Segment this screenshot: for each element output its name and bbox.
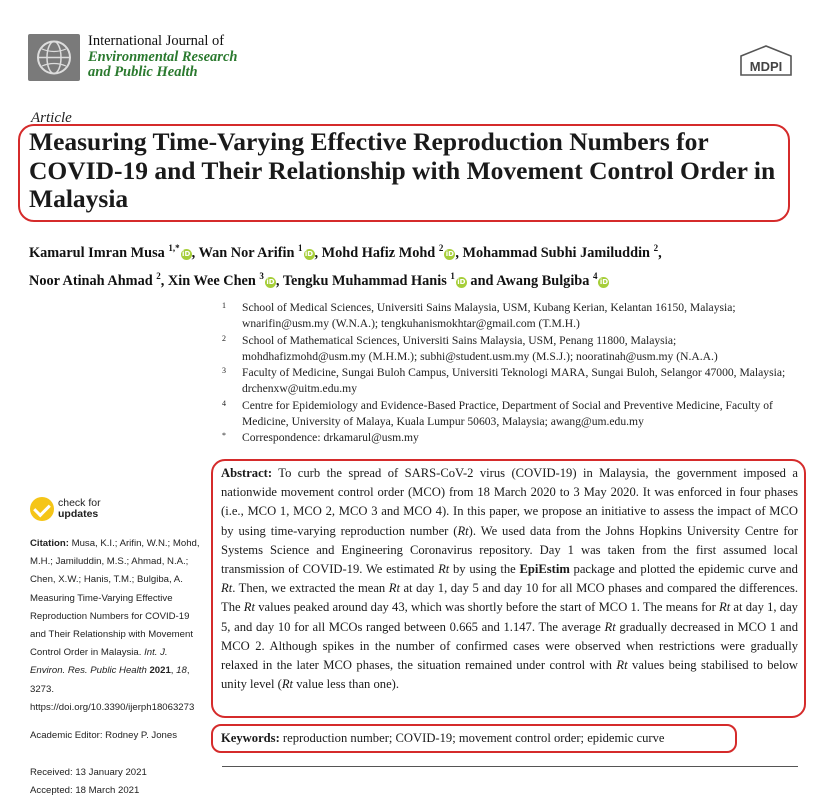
academic-editor: Academic Editor: Rodney P. Jones	[30, 730, 178, 741]
abstract-text: value less than one).	[293, 677, 400, 692]
affiliation-number: 2	[222, 333, 226, 343]
author-name: Mohd Hafiz Mohd	[321, 244, 436, 261]
abstract-text: To curb the spread of SARS-CoV-2 virus (COVID-19) in Malaysia, the government imposed a nationwide movement control order (MCO) from 18 March 2020 to 3 May 2020. It was enforced in four phases (i.e., MCO 1, MCO 2, MCO 3 and MCO 4). In this paper, we propose an initiative to assess the impact of MCO by using time-varying reproduction number (	[221, 466, 798, 538]
abstract-text: gradually decreased in MCO 1 and MCO 2. Although spikes in the number of confirmed cases were observed when restrictions were gradually relaxed in the later MCO phases, the situation remained under control with	[221, 619, 799, 673]
affiliation-item	[222, 365, 802, 398]
author-name: Xin Wee Chen	[167, 272, 256, 289]
citation-text: Musa, K.I.; Arifin, W.N.; Mohd, M.H.; Jamiluddin, M.S.; Ahmad, N.A.; Chen, X.W.; Hanis, T.M.; Bulgiba, A. Measuring Time-Varying Effective Reproduction Numbers for COVID-19 and Their Relationship with Movement Control Order in Malaysia.	[30, 538, 200, 659]
journal-name-line1: International Journal of	[88, 33, 225, 49]
author-name: Tengku Muhammad Hanis	[282, 272, 447, 289]
journal-logo	[28, 34, 80, 81]
abstract-text: values being stabilised to below unity level (	[221, 658, 798, 692]
author-name: Awang Bulgiba	[496, 272, 590, 289]
epiestim-package: EpiEstim	[519, 562, 570, 577]
author-affiliation-sup: 2	[156, 270, 161, 281]
accepted-date: Accepted: 18 March 2021	[30, 785, 140, 796]
abstract-text: by using the	[449, 562, 520, 577]
abstract-text: at day 1, day 5, and day 10 for all MCOs ranged between 0.665 and 1.147. The average	[221, 600, 798, 634]
abstract-text: values peaked around day 43, which was shortly before the start of MCO 1. The means for	[255, 600, 720, 615]
rt-symbol: Rt	[438, 562, 450, 577]
orcid-icon[interactable]: iD	[266, 277, 275, 286]
author-separator: ,	[275, 272, 280, 289]
author-affiliation-sup: 3	[259, 270, 264, 281]
abstract-text: . Then, we extracted the mean	[232, 581, 389, 596]
affiliation-item	[222, 300, 802, 333]
citation-journal: Int. J. Environ. Res. Public Health	[30, 647, 168, 677]
journal-name-line3: and Public Health	[88, 64, 198, 80]
rt-symbol: Rt	[281, 677, 294, 692]
author-name: Wan Nor Arifin	[198, 244, 295, 261]
orcid-icon[interactable]: iD	[457, 277, 466, 286]
affiliations	[222, 300, 802, 447]
affiliation-text: Faculty of Medicine, Sungai Buloh Campus, Universiti Teknologi MARA, Sungai Buloh, Selangor 47000, Malaysia; drchenxw@uitm.edu.my	[242, 366, 786, 396]
affiliation-text: Correspondence: drkamarul@usm.my	[242, 431, 419, 445]
rt-symbol: Rt	[457, 523, 469, 538]
author-separator: ,	[658, 244, 662, 261]
author-affiliation-sup: 1	[450, 270, 455, 281]
author-name: Mohammad Subhi Jamiluddin	[462, 244, 650, 261]
abstract-text: package and plotted the epidemic curve and	[569, 562, 798, 577]
author-name: Kamarul Imran Musa	[29, 244, 165, 261]
abstract	[221, 464, 798, 694]
check-updates-icon	[30, 497, 54, 521]
citation-label: Citation:	[30, 538, 69, 549]
author-separator: ,	[455, 244, 459, 261]
keywords-label: Keywords:	[221, 731, 280, 745]
rt-symbol: Rt	[221, 581, 233, 596]
orcid-icon[interactable]: iD	[445, 249, 454, 258]
abstract-label: Abstract:	[221, 466, 273, 480]
affiliation-number: 1	[222, 301, 226, 310]
affiliation-number: 3	[222, 366, 226, 376]
author-name: Noor Atinah Ahmad	[29, 272, 153, 289]
author-separator: ,	[314, 244, 319, 261]
rt-symbol: Rt	[388, 581, 400, 596]
citation: Citation: Musa, K.I.; Arifin, W.N.; Mohd, M.H.; Jamiluddin, M.S.; Ahmad, N.A.; Chen, X.W.; Hanis, T.M.; Bulgiba, A. Measuring Time-Varying Effective Reproduction Numbers for COVID-19 and Their Relationship with Movement Control Order in Malaysia. Int. J. Environ. Res. Public Health 2021, 18, 3273. https://doi.org/10.3390/ijerph18063273	[30, 538, 200, 713]
author-affiliation-sup: 2	[438, 243, 444, 253]
check-updates-line2: updates	[58, 508, 99, 520]
author-separator: and	[466, 272, 494, 289]
divider	[222, 766, 798, 767]
dates	[30, 764, 147, 800]
author-list	[29, 237, 789, 293]
author-affiliation-sup: 2	[653, 243, 659, 253]
citation-year: 2021	[149, 665, 171, 677]
keywords-text: reproduction number; COVID-19; movement control order; epidemic curve	[282, 731, 665, 745]
rt-symbol: Rt	[243, 600, 255, 615]
author-affiliation-sup: 1	[298, 243, 303, 253]
check-updates-line1: check for	[58, 497, 101, 509]
check-for-updates[interactable]	[30, 497, 101, 521]
author-affiliation-sup: 4	[592, 270, 598, 281]
affiliation-text: Centre for Epidemiology and Evidence-Based Practice, Department of Social and Preventive Medicine, Faculty of Medicine, University of Malaya, Kuala Lumpur 50603, Malaysia; awang@um.edu.my	[242, 398, 773, 429]
author-separator: ,	[160, 272, 165, 289]
abstract-text: ). We used data from the Johns Hopkins University Centre for Systems Science and Engineering Coronavirus repository. Day 1 was taken from the first assumed local transmission of COVID-19. We estimated	[221, 523, 799, 577]
mdpi-logo	[737, 44, 795, 78]
rt-symbol: Rt	[604, 619, 616, 634]
affiliation-text: School of Mathematical Sciences, Universiti Sains Malaysia, USM, Penang 11800, Malaysia; mohdhafizmohd@usm.my (M.H.M.); subhi@student.usm.my (M.S.J.); nooratinah@usm.my (N.A.A.)	[242, 333, 718, 363]
author-separator: ,	[191, 244, 196, 261]
orcid-icon[interactable]: iD	[599, 277, 609, 286]
globe-icon	[28, 34, 80, 81]
affiliation-number: *	[222, 431, 226, 441]
affiliation-item	[222, 333, 802, 366]
abstract-text: at day 1, day 5 and day 10 for all MCO phases and compared the differences. The	[221, 581, 798, 615]
affiliation-item	[222, 398, 802, 431]
mdpi-logo-text: MDPI	[749, 59, 783, 74]
paper-title: Measuring Time-Varying Effective Reproduction Numbers for COVID-19 and Their Relationship with Movement Control Order in Malaysia	[29, 127, 776, 213]
affiliation-number: 4	[222, 398, 226, 408]
orcid-icon[interactable]: iD	[182, 249, 191, 258]
article-type: Article	[31, 110, 72, 126]
affiliation-item	[222, 430, 802, 446]
affiliation-text: School of Medical Sciences, Universiti Sains Malaysia, USM, Kubang Kerian, Kelantan 16150, Malaysia; wnarifin@usm.my (W.N.A.); tengkuhanismokhtar@gmail.com (T.M.H.)	[242, 301, 736, 331]
journal-name-line2: Environmental Research	[88, 48, 238, 65]
received-date: Received: 13 January 2021	[30, 767, 147, 778]
orcid-icon[interactable]: iD	[304, 249, 314, 258]
author-affiliation-sup: 1,*	[168, 243, 180, 253]
citation-pages[interactable]: , 3273. https://doi.org/10.3390/ijerph18063273	[30, 665, 195, 713]
journal-name	[88, 34, 237, 81]
citation-volume: 18	[176, 665, 187, 677]
keywords	[221, 731, 664, 746]
rt-symbol: Rt	[719, 600, 731, 615]
rt-symbol: Rt	[616, 658, 628, 673]
